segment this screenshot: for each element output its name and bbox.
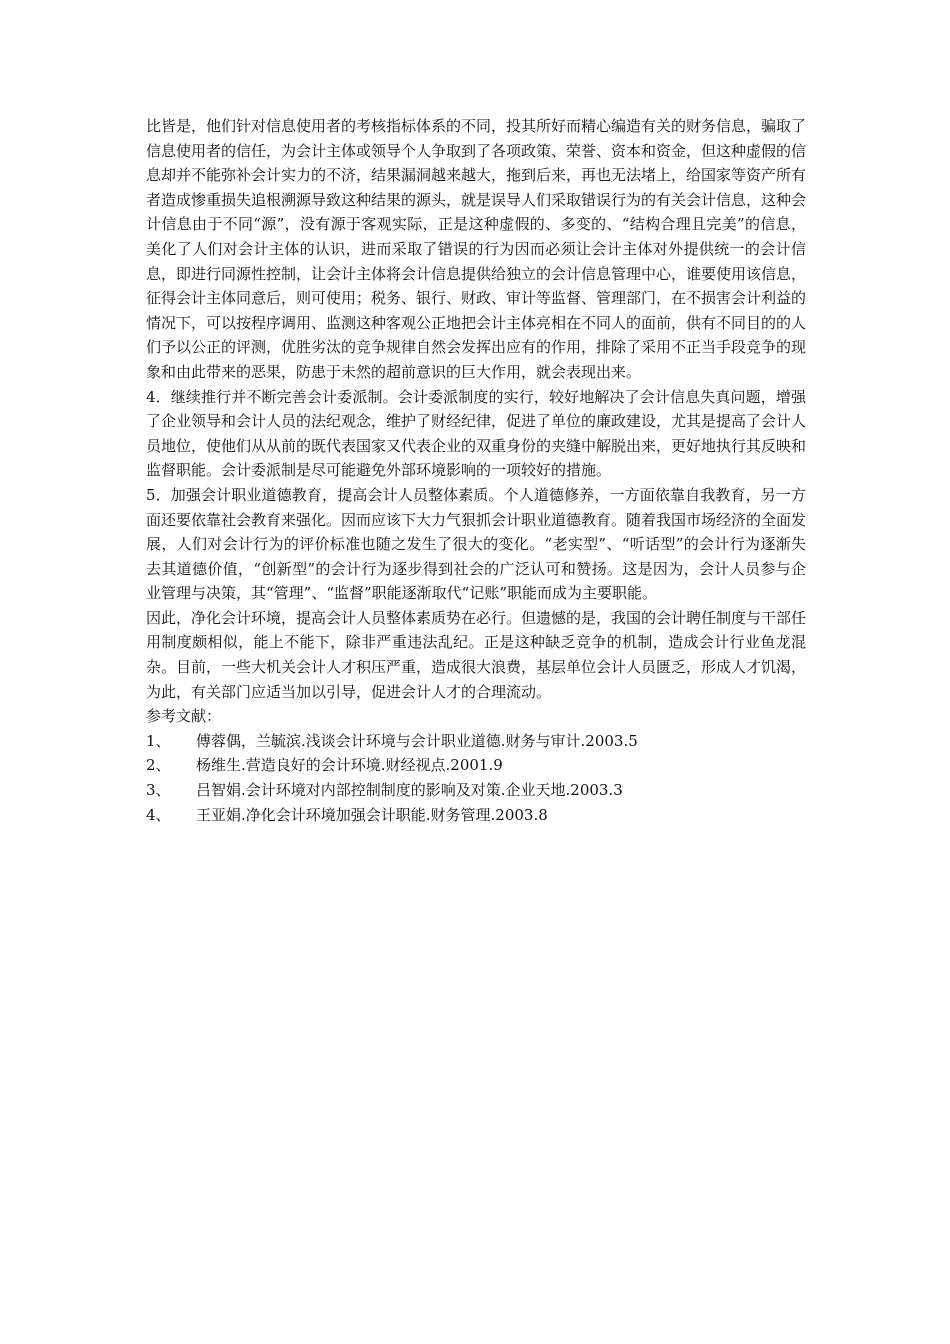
reference-text: 杨维生.营造良好的会计环境.财经视点.2001.9 bbox=[196, 756, 503, 775]
reference-item bbox=[146, 753, 806, 778]
paragraph-ethics-education: 5．加强会计职业道德教育，提高会计人员整体素质。个人道德修养，一方面依靠自我教育，另一方面还要依靠社会教育来强化。因而应该下大力气狠抓会计职业道德教育。随着我国市场经济的全面发展，人们对会计行为的评价标准也随之发生了很大的变化。“老实型”、“听话型”的会计行为逐渐失去其道德价值，“创新型”的会计行为逐步得到社会的广泛认可和赞扬。这是因为，会计人员参与企业管理与决策，其“管理”、“监督”职能逐渐取代“记账”职能而成为主要职能。 bbox=[146, 485, 807, 603]
paragraph-conclusion: 因此，净化会计环境，提高会计人员整体素质势在必行。但遗憾的是，我国的会计聘任制度与干部任用制度颇相似，能上不能下，除非严重违法乱纪。正是这种缺乏竞争的机制，造成会计行业鱼龙混杂。目前，一些大机关会计人才积压严重，造成很大浪费，基层单位会计人员匮乏，形成人才饥渴，为此，有关部门应适当加以引导，促进会计人才的合理流动。 bbox=[146, 608, 807, 701]
reference-text: 吕智娟.会计环境对内部控制制度的影响及对策.企业天地.2003.3 bbox=[196, 781, 623, 800]
reference-text: 王亚娟.净化会计环境加强会计职能.财务管理.2003.8 bbox=[196, 805, 548, 824]
reference-item bbox=[146, 778, 806, 803]
reference-number: 4、 bbox=[146, 805, 171, 824]
reference-number: 2、 bbox=[146, 756, 171, 775]
reference-text: 傅蓉偶，兰毓滨.浅谈会计环境与会计职业道德.财务与审计.2003.5 bbox=[196, 731, 638, 750]
paragraph-information-control: 比皆是，他们针对信息使用者的考核指标体系的不同，投其所好而精心编造有关的财务信息，骗取了信息使用者的信任，为会计主体或领导个人争取到了各项政策、荣誉、资本和资金，但这种虚假的信息却并不能弥补会计实力的不济，结果漏洞越来越大，拖到后来，再也无法堵上，给国家等资产所有者造成惨重损失追根溯源导致这种结果的源头，就是误导人们采取错误行为的有关会计信息，这种会计信息由于不同“源”，没有源于客观实际，正是这种虚假的、多变的、“结构合理且完美”的信息，美化了人们对会计主体的认识，进而采取了错误的行为因而必须让会计主体对外提供统一的会计信息，即进行同源性控制，让会计主体将会计信息提供给独立的会计信息管理中心，谁要使用该信息，征得会计主体同意后，则可使用；税务、银行、财政、审计等监督、管理部门，在不损害会计利益的情况下，可以按程序调用、监测这种客观公正地把会计主体亮相在不同人的面前，供有不同目的的人们予以公正的评测，优胜劣汰的竞争规律自然会发挥出应有的作用，排除了采用不正当手段竞争的现象和由此带来的恶果，防患于未然的超前意识的巨大作用，就会表现出来。 bbox=[146, 117, 807, 381]
references-title: 参考文献： bbox=[146, 707, 222, 726]
reference-item bbox=[146, 803, 806, 828]
reference-number: 3、 bbox=[146, 781, 171, 800]
reference-number: 1、 bbox=[146, 731, 171, 750]
paragraph-accountant-dispatch: 4．继续推行并不断完善会计委派制。会计委派制度的实行，较好地解决了会计信息失真问题，增强了企业领导和会计人员的法纪观念，维护了财经纪律，促进了单位的廉政建设，尤其是提高了会计人员地位，使他们从从前的既代表国家又代表企业的双重身份的夹缝中解脱出来，更好地执行其反映和监督职能。会计委派制是尽可能避免外部环境影响的一项较好的措施。 bbox=[146, 387, 807, 480]
document-body bbox=[146, 114, 806, 827]
reference-item bbox=[146, 729, 806, 754]
